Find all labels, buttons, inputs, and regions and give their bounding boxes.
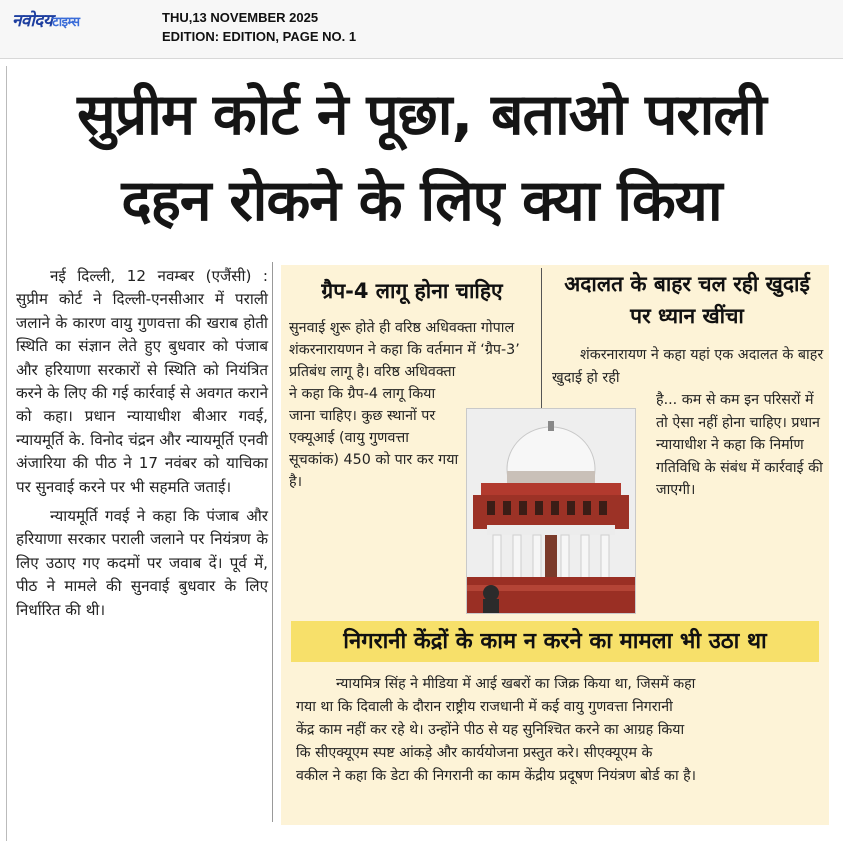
headline-line-2: दहन रोकने के लिए क्या किया	[121, 168, 722, 234]
monitoring-line-5: वकील ने कहा कि डेटा की निगरानी का काम केंद्रीय प्रदूषण नियंत्रण बोर्ड का है।	[296, 768, 697, 784]
grap4-story-rest: प्रतिबंध लागू है। वरिष्ठ अधिवक्ता ने कहा कि ग्रैप-4 लागू किया जाना चाहिए। कुछ स्थानों पर एक्यूआई (वायु गुणवत्ता सूचकांक) 450 को पार कर गया है।	[289, 364, 459, 490]
supreme-court-photo	[466, 408, 636, 614]
article-headline	[14, 72, 829, 244]
monitoring-line-2: गया था कि दिवाली के दौरान राष्ट्रीय राजधानी में कई वायु गुणवत्ता निगरानी	[296, 699, 673, 715]
monitoring-story	[296, 673, 818, 788]
date-line: THU,13 NOVEMBER 2025	[162, 10, 319, 25]
headline-line-1: सुप्रीम कोर्ट ने पूछा, बताओ पराली	[77, 82, 766, 148]
column-divider	[272, 262, 273, 822]
subhead-excavation: अदालत के बाहर चल रही खुदाई पर ध्यान खींचा	[564, 272, 810, 328]
highlight-banner: निगरानी केंद्रों के काम न करने का मामला भी उठा था	[291, 621, 819, 662]
left-paragraph-2: न्यायमूर्ति गवई ने कहा कि पंजाब और हरियाणा सरकार पराली जलाने पर नियंत्रण के लिए उठाए गए कदमों पर जवाब दें। पूर्व में, पीठ ने मामले की सुनवाई बुधवार के लिए निर्धारित की थी।	[16, 507, 268, 619]
edition-line: EDITION: EDITION, PAGE NO. 1	[162, 29, 357, 44]
edition-info	[162, 8, 356, 46]
clipping-border	[6, 66, 7, 841]
epaper-header-bar	[0, 0, 843, 59]
grap4-story-top: सुनवाई शुरू होते ही वरिष्ठ अधिवक्ता गोपाल शंकरनारायणन ने कहा कि वर्तमान में ‘ग्रैप-3’	[289, 320, 520, 358]
excavation-story-top: शंकरनारायण ने कहा यहां एक अदालत के बाहर खुदाई हो रही	[552, 347, 824, 386]
logo-text: नवोदय	[12, 11, 53, 31]
monitoring-line-1: न्यायमित्र सिंह ने मीडिया में आई खबरों का जिक्र किया था, जिसमें कहा	[336, 676, 696, 692]
subhead-grap4: ग्रैप-4 लागू होना चाहिए	[321, 279, 503, 303]
monitoring-line-4: कि सीएक्यूएम स्पष्ट आंकड़े और कार्ययोजना प्रस्तुत करे। सीएक्यूएम के	[296, 745, 653, 761]
left-paragraph-1: नई दिल्ली, 12 नवम्बर (एजैंसी) : सुप्रीम कोर्ट ने दिल्ली-एनसीआर में पराली जलाने के कारण वायु गुणवत्ता की खराब होती स्थिति का संज्ञान लेते हुए बुधवार को पंजाब और हरियाणा सरकारों से स्थिति को नियंत्रित करने के लिए की गई कार्रवाई से अवगत कराने को कहा। प्रधान न्यायाधीश बीआर गवई, न्यायमूर्ति के. विनोद चंद्रन और न्यायमूर्ति एनवी अंजारिया की पीठ ने 17 नवंबर को याचिका पर सुनवाई करने पर भी सहमति जताई।	[16, 267, 268, 496]
monitoring-line-3: केंद्र काम नहीं कर रहे थे। उन्होंने पीठ से यह सुनिश्चित करने का आग्रह किया	[296, 722, 685, 738]
excavation-story-rest: है... कम से कम इन परिसरों में तो ऐसा नहीं होना चाहिए। प्रधान न्यायाधीश ने कहा कि निर्माण गतिविधि के संबंध में कार्रवाई की जाएगी।	[656, 392, 823, 498]
newspaper-logo[interactable]	[12, 8, 80, 31]
supreme-court-building-icon	[467, 409, 635, 613]
left-column-story	[16, 265, 268, 622]
logo-subtext: टाइम्स	[52, 15, 80, 30]
